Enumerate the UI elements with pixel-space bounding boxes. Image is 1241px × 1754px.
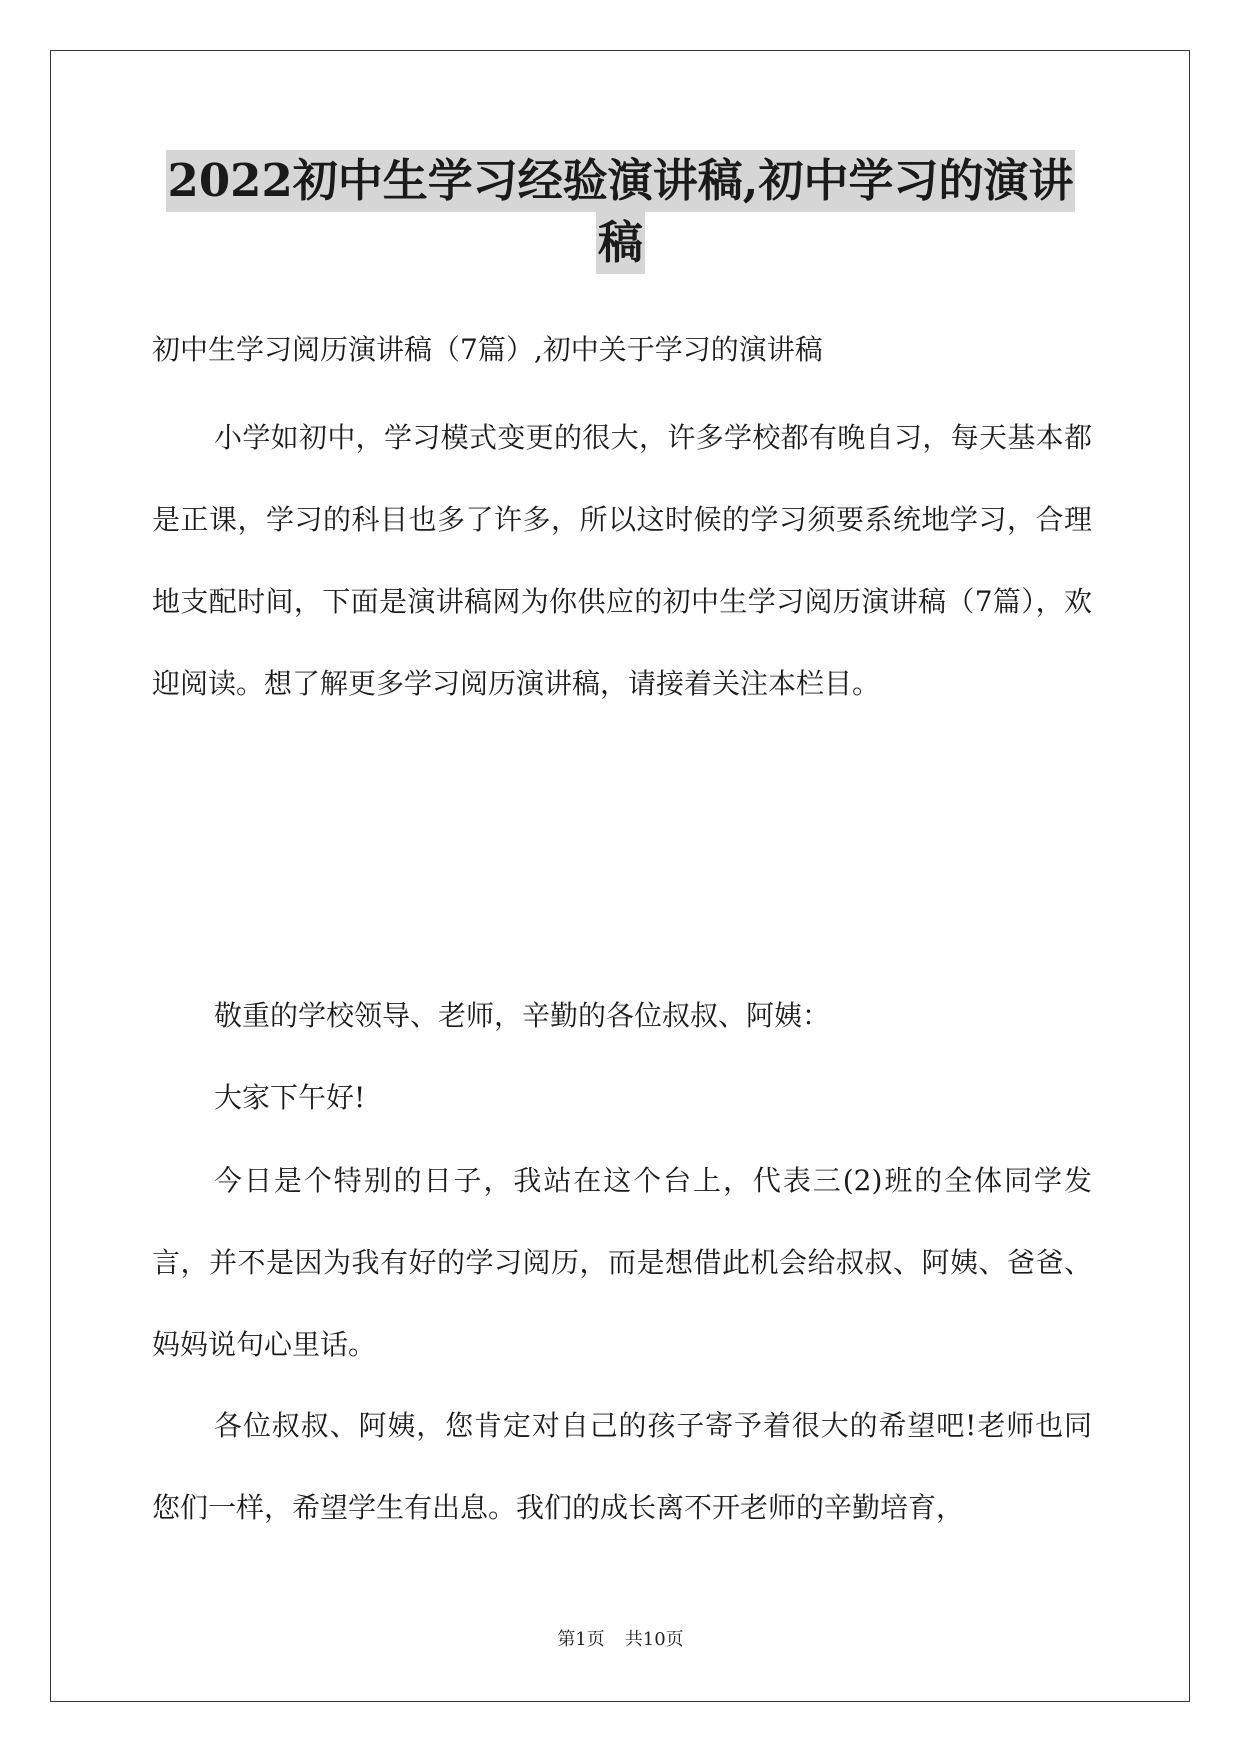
page-number-total: 共10页	[624, 1629, 684, 1650]
paragraph-body-1: 今日是个特别的日子，我站在这个台上，代表三(2)班的全体同学发言，并不是因为我有好的学习阅历，而是想借此机会给叔叔、阿姨、爸爸、妈妈说句心里话。	[152, 1164, 1092, 1361]
document-title	[0, 150, 1241, 274]
paragraph-body-2: 各位叔叔、阿姨，您肯定对自己的孩子寄予着很大的希望吧!老师也同您们一样，希望学生有出息。我们的成长离不开老师的辛勤培育，	[152, 1409, 1092, 1524]
title-line-1: 2022初中生学习经验演讲稿,初中学习的演讲	[166, 150, 1076, 212]
title-line-2: 稿	[596, 212, 645, 274]
paragraph-greeting: 大家下午好!	[214, 1081, 366, 1114]
page-footer	[0, 1628, 1241, 1652]
paragraph-intro: 小学如初中，学习模式变更的很大，许多学校都有晚自习，每天基本都是正课，学习的科目也多了许多，所以这时候的学习须要系统地学习，合理地支配时间，下面是演讲稿网为你供应的初中生学习阅历演讲稿（7篇），欢迎阅读。想了解更多学习阅历演讲稿，请接着关注本栏目。	[152, 421, 1092, 700]
page-number-current: 第1页	[557, 1629, 605, 1650]
paragraph-salutation: 敬重的学校领导、老师，辛勤的各位叔叔、阿姨：	[214, 999, 831, 1032]
document-subtitle: 初中生学习阅历演讲稿（7篇）,初中关于学习的演讲稿	[152, 333, 823, 366]
